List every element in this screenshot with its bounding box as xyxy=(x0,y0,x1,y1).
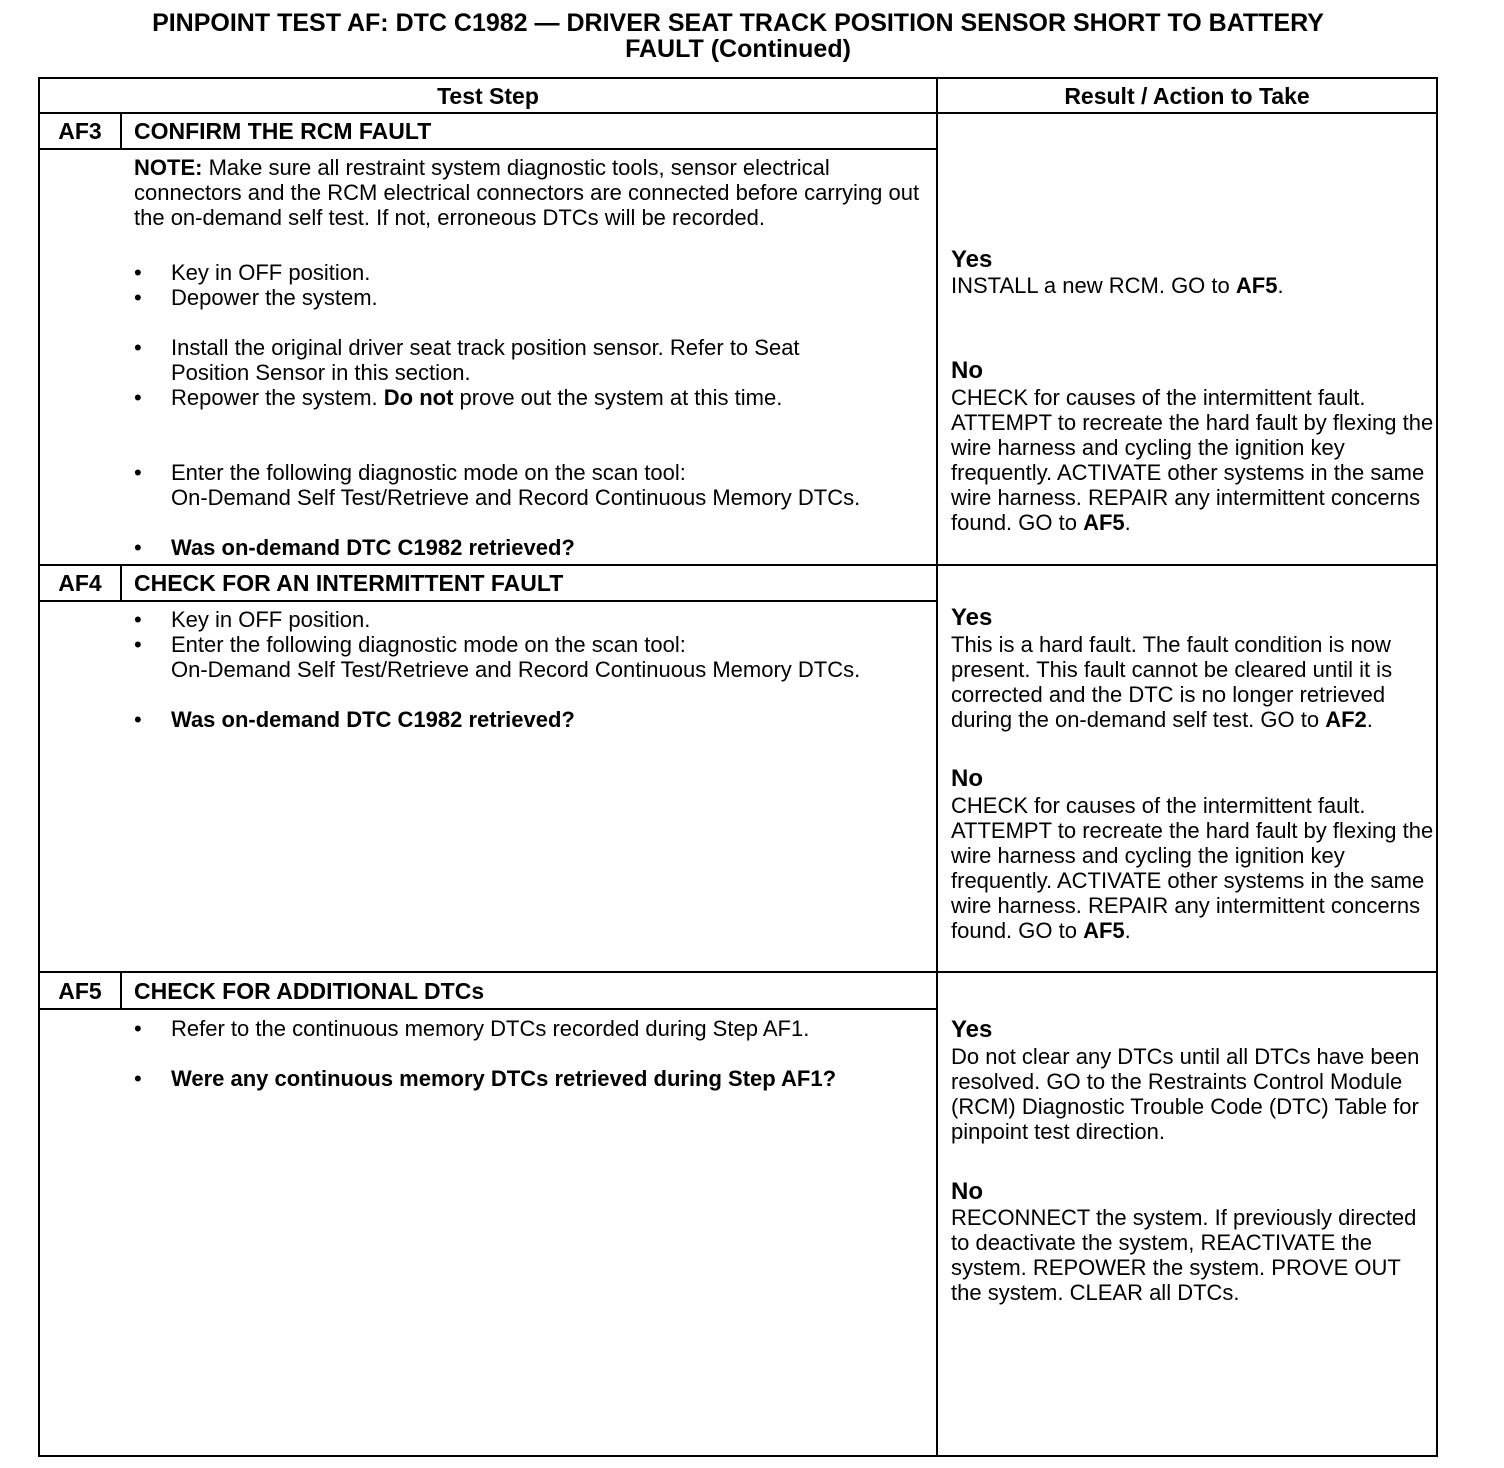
af4-step-id: AF4 xyxy=(58,570,102,596)
af5-yes-label: Yes xyxy=(951,1016,993,1043)
af3-bullet-6: Was on-demand DTC C1982 retrieved? xyxy=(171,535,575,560)
header-result: Result / Action to Take xyxy=(1064,83,1310,109)
af3-bullet-3: Install the original driver seat track position sensor. Refer to Seat Position Sensor in this section. xyxy=(171,335,800,385)
column-divider xyxy=(936,77,938,1457)
bullet-icon: • xyxy=(134,707,142,732)
af5-title-divider xyxy=(38,1008,936,1010)
af4-bullet-2: Enter the following diagnostic mode on the scan tool: On-Demand Self Test/Retrieve and Record Continuous Memory DTCs. xyxy=(171,632,861,682)
af3-bullet-2: Depower the system. xyxy=(171,285,378,310)
af5-yes-text: Do not clear any DTCs until all DTCs have been resolved. GO to the Restraints Control Module (RCM) Diagnostic Trouble Code (DTC) Table for pinpoint test direction. xyxy=(951,1044,1420,1144)
bullet-icon: • xyxy=(134,460,142,485)
af4-yes-label: Yes xyxy=(951,604,993,631)
bullet-icon: • xyxy=(134,285,142,310)
af4-step-title: CHECK FOR AN INTERMITTENT FAULT xyxy=(134,570,564,596)
af3-step-title: CONFIRM THE RCM FAULT xyxy=(134,118,432,144)
af3-yes-label: Yes xyxy=(951,246,993,273)
bullet-icon: • xyxy=(134,632,142,657)
af3-bullet-5: Enter the following diagnostic mode on the scan tool: On-Demand Self Test/Retrieve and Record Continuous Memory DTCs. xyxy=(171,460,861,510)
af5-no-label: No xyxy=(951,1178,983,1205)
af3-title-divider xyxy=(38,148,936,150)
af5-step-id: AF5 xyxy=(58,978,102,1004)
bullet-icon: • xyxy=(134,607,142,632)
af5-bullet-1: Refer to the continuous memory DTCs recorded during Step AF1. xyxy=(171,1016,810,1041)
page-title-line-2: FAULT (Continued) xyxy=(625,35,851,63)
af3-note-label: NOTE: xyxy=(134,155,203,180)
af3-note-text: Make sure all restraint system diagnostic tools, sensor electrical connectors and the RCM electrical connectors are connected before carrying out the on-demand self test. If not, erroneous DTCs will be recorded. xyxy=(134,155,920,230)
bullet-icon: • xyxy=(134,1066,142,1091)
af4-yes-text: This is a hard fault. The fault condition is now present. This fault cannot be cleared until it is corrected and the DTC is no longer retrieved during the on-demand self test. GO to AF2. xyxy=(951,632,1393,732)
af4-id-divider xyxy=(120,565,122,601)
af4-title-divider xyxy=(38,600,936,602)
bullet-icon: • xyxy=(134,260,142,285)
af4-bullet-3: Was on-demand DTC C1982 retrieved? xyxy=(171,707,575,732)
af3-step-id: AF3 xyxy=(58,118,102,144)
bullet-icon: • xyxy=(134,535,142,560)
af4-bullet-1: Key in OFF position. xyxy=(171,607,371,632)
page-title-line-1: PINPOINT TEST AF: DTC C1982 — DRIVER SEAT TRACK POSITION SENSOR SHORT TO BATTERY xyxy=(152,9,1324,37)
af4-no-text: CHECK for causes of the intermittent fault. ATTEMPT to recreate the hard fault by flexing the wire harness and cycling the ignition key frequently. ACTIVATE other systems in the same wire harness. REPAIR any intermittent concerns found. GO to AF5. xyxy=(951,793,1434,943)
af5-bullet-2: Were any continuous memory DTCs retrieved during Step AF1? xyxy=(171,1066,837,1091)
bullet-icon: • xyxy=(134,335,142,360)
header-test-step: Test Step xyxy=(437,83,539,109)
af5-id-divider xyxy=(120,972,122,1009)
af4-no-label: No xyxy=(951,765,983,792)
page-title xyxy=(38,10,1438,62)
af3-no-text: CHECK for causes of the intermittent fault. ATTEMPT to recreate the hard fault by flexing the wire harness and cycling the ignition key frequently. ACTIVATE other systems in the same wire harness. REPAIR any intermittent concerns found. GO to AF5. xyxy=(951,385,1434,535)
af5-step-title: CHECK FOR ADDITIONAL DTCs xyxy=(134,978,485,1004)
af3-note xyxy=(134,155,924,230)
af5-no-text: RECONNECT the system. If previously directed to deactivate the system, REACTIVATE the system. REPOWER the system. PROVE OUT the system. CLEAR all DTCs. xyxy=(951,1205,1417,1305)
af3-bullet-4: Repower the system. Do not prove out the system at this time. xyxy=(171,385,783,410)
af3-bullet-1: Key in OFF position. xyxy=(171,260,371,285)
row-divider-af5 xyxy=(38,971,1438,973)
af3-no-label: No xyxy=(951,357,983,384)
bullet-icon: • xyxy=(134,385,142,410)
bullet-icon: • xyxy=(134,1016,142,1041)
af3-id-divider xyxy=(120,113,122,149)
af3-yes-text: INSTALL a new RCM. GO to AF5. xyxy=(951,273,1284,298)
